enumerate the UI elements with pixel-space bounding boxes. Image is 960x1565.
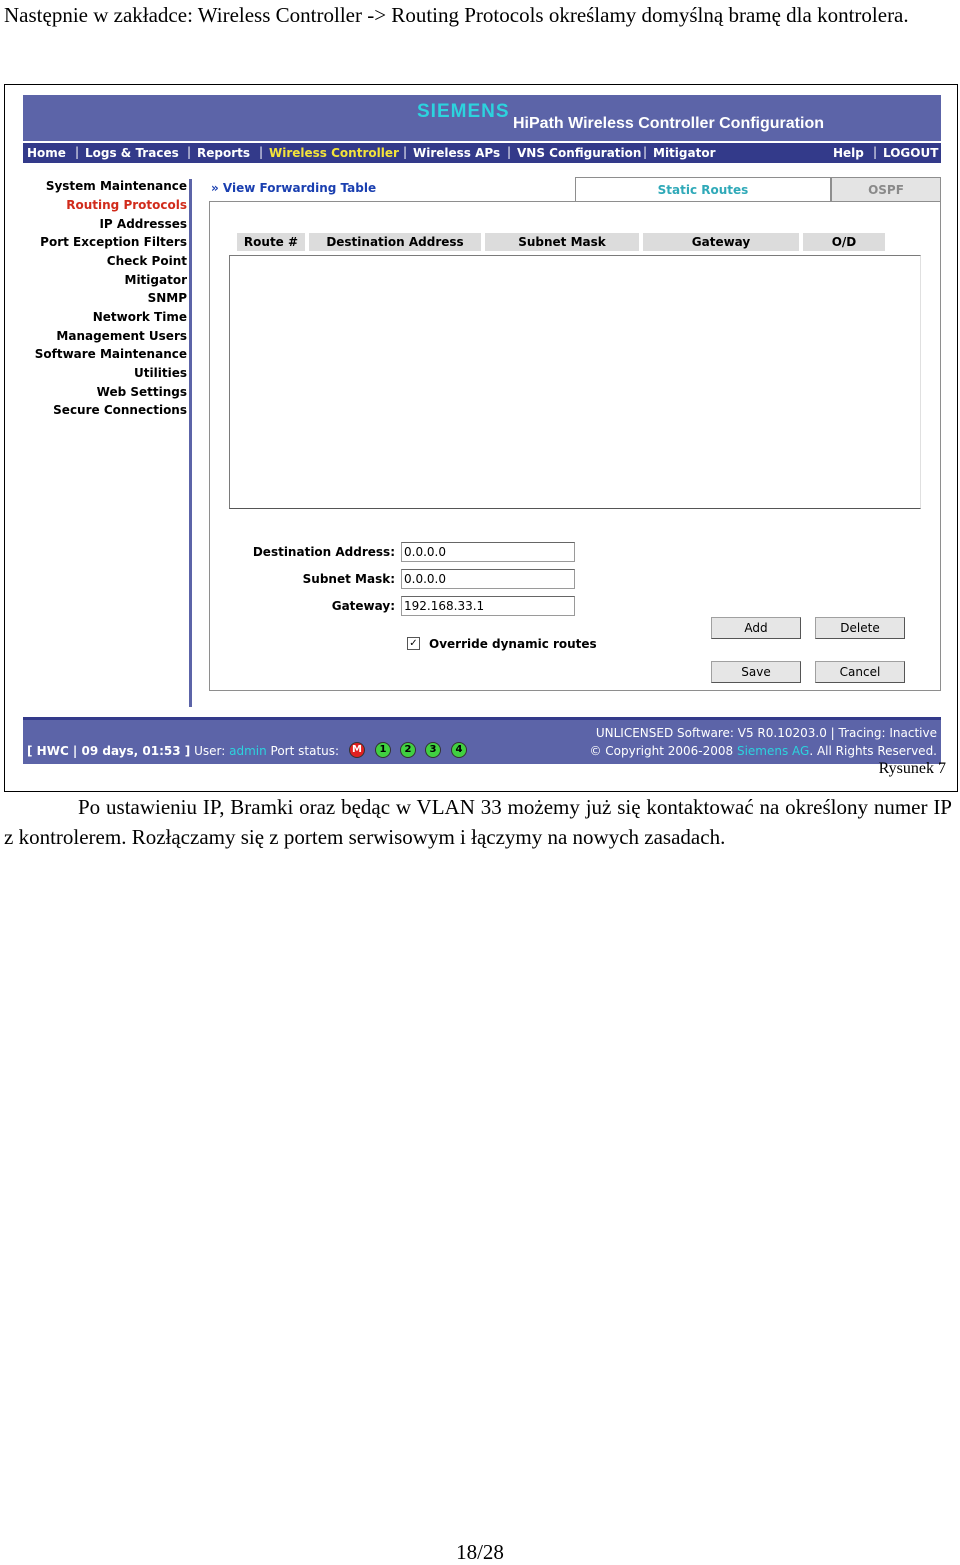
main-content (209, 177, 941, 689)
tab-static-routes[interactable]: Static Routes (575, 177, 831, 202)
user-name: admin (229, 744, 267, 758)
page-number: 18/28 (456, 1540, 504, 1564)
sidebar-item-routing-protocols[interactable]: Routing Protocols (66, 198, 187, 212)
company-link[interactable]: Siemens AG (736, 744, 810, 758)
session-info (27, 744, 339, 758)
license-status: UNLICENSED Software: V5 R0.10203.0 | Tracing: Inactive (595, 726, 937, 740)
sidebar-item-web-settings[interactable]: Web Settings (96, 385, 187, 399)
route-list[interactable] (229, 255, 921, 509)
sidebar-item-secure-connections[interactable]: Secure Connections (53, 403, 187, 417)
add-button[interactable]: Add (711, 617, 801, 639)
nav-mitigator[interactable]: Mitigator (653, 146, 716, 160)
figure-caption: Rysunek 7 (878, 760, 946, 777)
status-footer (23, 717, 941, 764)
subnet-mask-label: Subnet Mask: (302, 572, 395, 586)
sidebar-item-ip-addresses[interactable]: IP Addresses (99, 217, 187, 231)
copyright (589, 744, 937, 758)
nav-vns-configuration[interactable]: VNS Configuration (517, 146, 642, 160)
override-dynamic-routes-label: Override dynamic routes (429, 637, 597, 651)
header-banner (23, 95, 941, 141)
copyright-text: © Copyright 2006-2008 (589, 744, 734, 758)
screenshot-figure (4, 84, 958, 792)
subnet-mask-input[interactable]: 0.0.0.0 (401, 569, 575, 589)
user-label: User: (194, 744, 226, 758)
sidebar-item-utilities[interactable]: Utilities (134, 366, 187, 380)
column-header-route[interactable]: Route # (237, 233, 305, 251)
sidebar-divider (189, 179, 192, 707)
sidebar-item-check-point[interactable]: Check Point (106, 254, 187, 268)
sidebar-item-management-users[interactable]: Management Users (56, 329, 187, 343)
sidebar-item-software-maintenance[interactable]: Software Maintenance (34, 347, 187, 361)
tab-ospf[interactable]: OSPF (831, 177, 941, 202)
port-status-label: Port status: (270, 744, 340, 758)
top-nav: Home | Logs & Traces | Reports | Wireless Controller | Wireless APs | VNS Configuration | Mitigator Help | LOGOUT (23, 143, 941, 163)
override-dynamic-routes-checkbox[interactable]: ✓ (407, 637, 420, 650)
brand-logo: SIEMENS (417, 101, 510, 122)
column-header-od[interactable]: O/D (803, 233, 885, 251)
column-header-subnet-mask[interactable]: Subnet Mask (485, 233, 639, 251)
port-status-1-icon: 1 (375, 742, 391, 758)
intro-paragraph: Następnie w zakładce: Wireless Controller -> Routing Protocols określamy domyślną bramę dla kontrolera. (4, 3, 909, 27)
port-status-3-icon: 3 (425, 742, 441, 758)
column-header-destination[interactable]: Destination Address (309, 233, 481, 251)
session-text: [ HWC | 09 days, 01:53 ] (27, 744, 191, 758)
view-forwarding-table-link[interactable]: » View Forwarding Table (211, 181, 377, 195)
port-status-m-icon: M (349, 742, 365, 758)
controller-ui (23, 95, 941, 761)
destination-label: Destination Address: (252, 545, 395, 559)
nav-home[interactable]: Home (27, 146, 66, 160)
gateway-input[interactable]: 192.168.33.1 (401, 596, 575, 616)
nav-wireless-controller[interactable]: Wireless Controller (269, 146, 399, 160)
sidebar-item-system-maintenance[interactable]: System Maintenance (45, 179, 187, 193)
rights-text: . All Rights Reserved. (809, 744, 937, 758)
sidebar-item-port-exception-filters[interactable]: Port Exception Filters (40, 235, 187, 249)
delete-button[interactable]: Delete (815, 617, 905, 639)
port-status-2-icon: 2 (400, 742, 416, 758)
gateway-label: Gateway: (331, 599, 395, 613)
cancel-button[interactable]: Cancel (815, 661, 905, 683)
body-paragraph: Po ustawieniu IP, Bramki oraz będąc w VLAN 33 możemy już się kontaktować na określony numer IP z kontrolerem. Rozłączamy się z portem serwisowym i łączymy na nowych zasadach. (4, 795, 952, 849)
nav-help[interactable]: Help (833, 146, 864, 160)
nav-logs-traces[interactable]: Logs & Traces (85, 146, 179, 160)
column-header-gateway[interactable]: Gateway (643, 233, 799, 251)
app-title: HiPath Wireless Controller Configuration (513, 115, 824, 132)
save-button[interactable]: Save (711, 661, 801, 683)
nav-logout[interactable]: LOGOUT (883, 146, 939, 160)
sidebar-item-snmp[interactable]: SNMP (147, 291, 187, 305)
port-status-4-icon: 4 (451, 742, 467, 758)
sidebar-item-network-time[interactable]: Network Time (92, 310, 187, 324)
nav-reports[interactable]: Reports (197, 146, 251, 160)
destination-input[interactable]: 0.0.0.0 (401, 542, 575, 562)
sidebar-item-mitigator[interactable]: Mitigator (124, 273, 187, 287)
nav-wireless-aps[interactable]: Wireless APs (413, 146, 501, 160)
